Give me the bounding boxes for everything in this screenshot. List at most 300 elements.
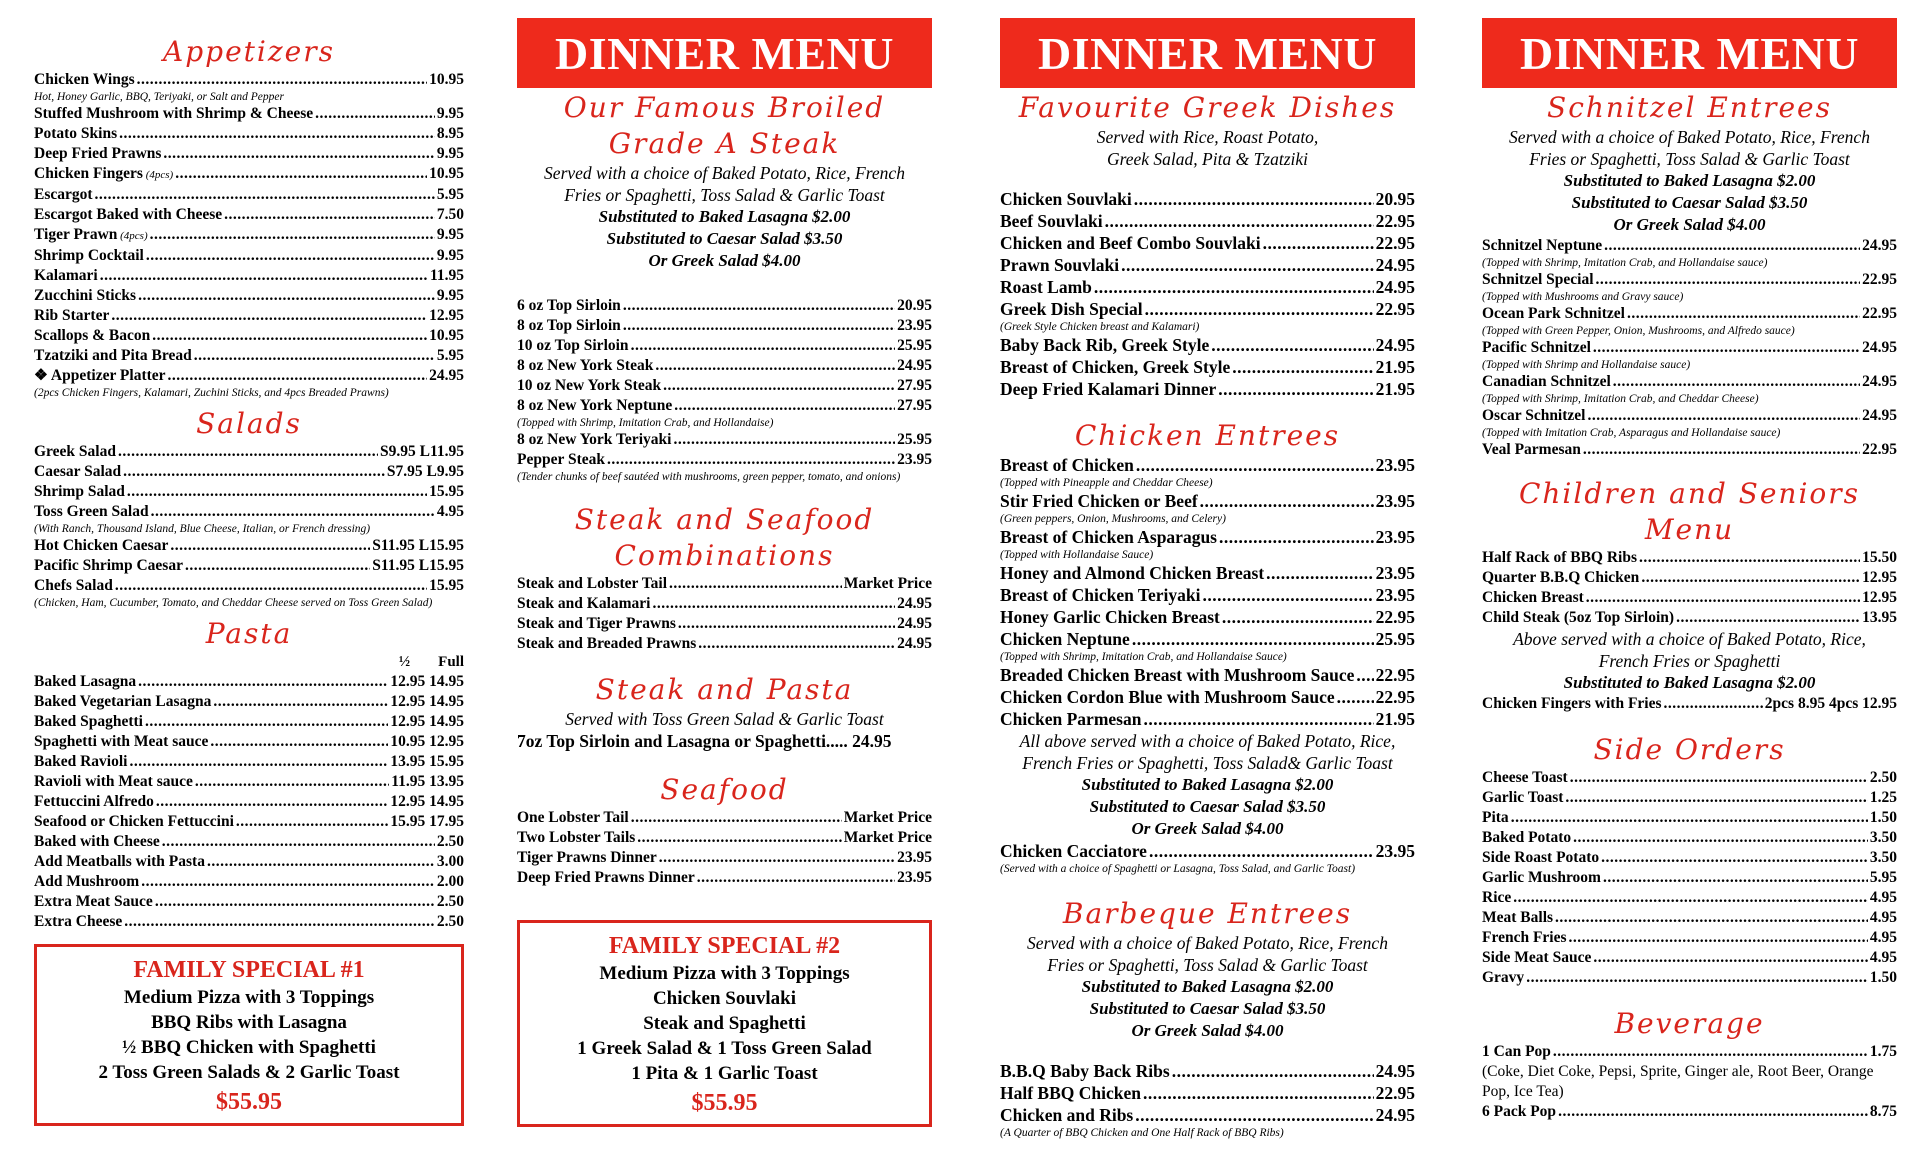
menu-item-name: B.B.Q Baby Back Ribs	[1000, 1061, 1170, 1081]
menu-item-qualifier: (4pcs)	[142, 169, 174, 181]
family-special-line: BBQ Ribs with Lasagna	[151, 1012, 347, 1033]
menu-item-note: (With Ranch, Thousand Island, Blue Cheese, Italian, or French dressing)	[34, 523, 371, 535]
family-special-line: Steak and Spaghetti	[643, 1013, 806, 1034]
menu-item	[34, 225, 464, 246]
menu-item-name: Two Lobster Tails	[517, 829, 636, 846]
substitution-note: Substituted to Baked Lasagna $2.00	[1081, 775, 1334, 794]
dot-leader	[1596, 270, 1861, 290]
section-title-pasta: Pasta	[205, 617, 293, 650]
menu-item	[34, 712, 464, 732]
dot-leader	[1222, 606, 1374, 628]
dot-leader	[1132, 628, 1374, 650]
menu-item-name: Breast of Chicken	[1000, 455, 1134, 475]
menu-item-name: Quarter B.B.Q Chicken	[1482, 569, 1640, 586]
menu-item-price: 21.95	[1375, 379, 1415, 399]
menu-item-price: 23.95	[1375, 491, 1415, 511]
menu-item	[517, 828, 932, 848]
menu-item	[1482, 968, 1897, 988]
steak-pasta-item: 7oz Top Sirloin and Lasagna or Spaghetti..... 24.95	[517, 731, 892, 751]
menu-item-price: 2.50	[436, 893, 464, 910]
menu-item	[34, 792, 464, 812]
menu-item-note: (Topped with Pineapple and Cheddar Cheese)	[1000, 477, 1213, 489]
menu-item	[34, 912, 464, 932]
menu-item	[1000, 298, 1415, 320]
dot-leader	[623, 296, 895, 316]
menu-item-price: 3.00	[436, 853, 464, 870]
dot-leader	[115, 576, 427, 596]
menu-item	[34, 812, 464, 832]
menu-item-price: 20.95	[1375, 189, 1415, 209]
menu-item-name: Deep Fried Prawns	[34, 145, 162, 162]
section-description: Fries or Spaghetti, Toss Salad & Garlic Toast	[564, 185, 885, 205]
dot-leader	[1172, 1060, 1374, 1082]
menu-item-price: 2.50	[1869, 769, 1897, 786]
menu-item	[1000, 628, 1415, 650]
menu-item-name: One Lobster Tail	[517, 809, 629, 826]
menu-item-name: Seafood or Chicken Fettuccini	[34, 813, 234, 830]
menu-item-price: 4.95	[1869, 889, 1897, 906]
menu-column-4	[1482, 0, 1897, 1122]
schnitzel-list	[1482, 236, 1897, 460]
menu-item-name: Chicken Fingers with Fries	[1482, 695, 1662, 712]
dot-leader	[119, 124, 435, 144]
substitution-note: Substituted to Caesar Salad $3.50	[606, 229, 843, 248]
salads-list	[34, 442, 464, 610]
substitution-note: Or Greek Salad $4.00	[1613, 215, 1766, 234]
menu-item-price: 22.95	[1375, 1083, 1415, 1103]
dot-leader	[1553, 1042, 1868, 1062]
dot-leader	[669, 574, 842, 594]
menu-item-price: 25.95	[897, 337, 932, 354]
can-pop-note: (Coke, Diet Coke, Pepsi, Sprite, Ginger ale, Root Beer, Orange Pop, Ice Tea)	[1482, 1063, 1874, 1100]
section-title-schnitzel: Schnitzel Entrees	[1547, 91, 1832, 124]
dot-leader	[127, 482, 427, 502]
dot-leader	[652, 594, 895, 614]
full-label: Full	[438, 654, 464, 670]
section-description: Fries or Spaghetti, Toss Salad & Garlic Toast	[1529, 149, 1850, 169]
dot-leader	[1200, 490, 1374, 512]
dot-leader	[663, 376, 895, 396]
menu-item-price: 22.95	[1862, 441, 1897, 458]
menu-item-name: Schnitzel Neptune	[1482, 237, 1603, 254]
section-title-children: Children and Seniors	[1518, 477, 1861, 510]
menu-item-price: 2.00	[436, 873, 464, 890]
family-special-title: FAMILY SPECIAL #1	[133, 957, 365, 983]
dot-leader	[1135, 1104, 1373, 1126]
dot-leader	[673, 430, 895, 450]
menu-item	[34, 482, 464, 502]
menu-item-price: 23.95	[897, 849, 932, 866]
menu-item-name: French Fries	[1482, 929, 1567, 946]
menu-item-name: Gravy	[1482, 969, 1525, 986]
menu-item	[1482, 948, 1897, 968]
menu-item-name: Add Meatballs with Pasta	[34, 853, 205, 870]
menu-item-price: 2.50	[436, 913, 464, 930]
menu-item-name: Zucchini Sticks	[34, 287, 137, 304]
menu-item	[1000, 188, 1415, 210]
menu-item-price: 24.95	[1862, 373, 1897, 390]
menu-item-name: 8 oz New York Neptune	[517, 397, 673, 414]
menu-item-price: 24.95	[1862, 339, 1897, 356]
menu-item-price: 9.95	[436, 226, 464, 243]
menu-item-name: Hot Chicken Caesar	[34, 537, 169, 554]
menu-item-name: Roast Lamb	[1000, 277, 1092, 297]
dinner-menu-banner: DINNER MENU	[1482, 18, 1897, 88]
menu-item-name: Baked Potato	[1482, 829, 1572, 846]
menu-item-name: Side Meat Sauce	[1482, 949, 1592, 966]
dot-leader	[129, 752, 388, 772]
substitution-note: Substituted to Caesar Salad $3.50	[1571, 193, 1808, 212]
menu-item-qualifier: (4pcs)	[117, 230, 148, 242]
menu-item-name: Tiger Prawns Dinner	[517, 849, 657, 866]
menu-item-price: 24.95	[897, 635, 932, 652]
menu-item	[34, 852, 464, 872]
dot-leader	[1219, 526, 1374, 548]
dot-leader	[1263, 232, 1374, 254]
dinner-menu-banner: DINNER MENU	[517, 18, 932, 88]
menu-item-name: 10 oz Top Sirloin	[517, 337, 629, 354]
dot-leader	[185, 556, 370, 576]
menu-item-name: Baked Ravioli	[34, 753, 128, 770]
menu-item-name: Extra Cheese	[34, 913, 123, 930]
dot-leader	[175, 164, 427, 184]
menu-item-name: Garlic Toast	[1482, 789, 1564, 806]
menu-item	[517, 594, 932, 614]
menu-item-price: 24.95	[1375, 1061, 1415, 1081]
menu-item-name: Beef Souvlaki	[1000, 211, 1103, 231]
family-special-line: 2 Toss Green Salads & 2 Garlic Toast	[98, 1062, 400, 1083]
menu-item	[34, 672, 464, 692]
dot-leader	[1511, 808, 1868, 828]
family-special-line: Chicken Souvlaki	[652, 988, 797, 1009]
menu-item	[1000, 454, 1415, 476]
menu-item-name: Half Rack of BBQ Ribs	[1482, 549, 1638, 566]
menu-item	[517, 336, 932, 356]
menu-item-price: 22.95	[1375, 299, 1415, 319]
menu-item-name: Pepper Steak	[517, 451, 605, 468]
family-special-1-box	[34, 944, 464, 1126]
menu-item-price: 15.50	[1862, 549, 1897, 566]
menu-item-price: Market Price	[843, 809, 932, 826]
menu-item-name: Canadian Schnitzel	[1482, 373, 1611, 390]
greek-list	[1000, 188, 1415, 400]
menu-item-name: 8 oz New York Steak	[517, 357, 654, 374]
menu-item-name: Steak and Kalamari	[517, 595, 651, 612]
menu-item-name: Extra Meat Sauce	[34, 893, 153, 910]
menu-item	[1000, 276, 1415, 298]
menu-item-name: Breast of Chicken Teriyaki	[1000, 585, 1201, 605]
menu-item-price: 24.95	[429, 367, 464, 384]
menu-item-price: 24.95	[1375, 255, 1415, 275]
menu-item-name: Escargot	[34, 186, 93, 203]
menu-item-price: 5.95	[1869, 869, 1897, 886]
menu-item	[1482, 304, 1897, 324]
section-title-chicken: Chicken Entrees	[1074, 419, 1341, 452]
menu-item-name: Rib Starter	[34, 307, 110, 324]
dot-leader	[1583, 440, 1860, 460]
menu-item	[517, 450, 932, 470]
menu-item-name: Greek Dish Special	[1000, 299, 1143, 319]
dot-leader	[1593, 338, 1860, 358]
menu-item	[34, 104, 464, 124]
menu-item-price: 24.95	[1375, 335, 1415, 355]
dot-leader	[1266, 562, 1373, 584]
menu-item	[1482, 768, 1897, 788]
menu-item	[34, 462, 464, 482]
section-title-combinations: Steak and Seafood	[574, 503, 875, 536]
menu-item-price: S11.95 L15.95	[372, 537, 464, 554]
menu-item-name: Steak and Breaded Prawns	[517, 635, 697, 652]
menu-item-price: 24.95	[897, 615, 932, 632]
menu-item-name: 6 Pack Pop	[1482, 1103, 1557, 1120]
menu-item	[1000, 606, 1415, 628]
menu-item	[517, 356, 932, 376]
dot-leader	[607, 450, 895, 470]
menu-item-price: 23.95	[897, 869, 932, 886]
menu-item	[1000, 356, 1415, 378]
menu-item-note: (Green peppers, Onion, Mushrooms, and Celery)	[1000, 513, 1226, 525]
menu-item-price: 23.95	[1375, 455, 1415, 475]
menu-item-price: 9.95	[436, 247, 464, 264]
menu-item	[34, 732, 464, 752]
menu-item-name: Chicken Cordon Blue with Mushroom Sauce	[1000, 687, 1335, 707]
menu-item-price: 24.95	[897, 595, 932, 612]
dot-leader	[1565, 788, 1867, 808]
dot-leader	[1094, 276, 1374, 298]
menu-item	[1482, 928, 1897, 948]
substitution-note: Substituted to Baked Lasagna $2.00	[1563, 673, 1816, 692]
menu-item	[1000, 526, 1415, 548]
menu-item-price: 13.95 15.95	[390, 753, 464, 770]
menu-item-price: 12.95 14.95	[390, 793, 464, 810]
section-title-seafood: Seafood	[660, 773, 789, 806]
menu-item	[1000, 584, 1415, 606]
menu-item	[1482, 1042, 1897, 1062]
menu-item-price: 10.95	[429, 327, 464, 344]
menu-item	[34, 70, 464, 90]
pasta-size-header	[34, 652, 464, 672]
menu-item-price: 20.95	[897, 297, 932, 314]
menu-item-name: 10 oz New York Steak	[517, 377, 662, 394]
menu-item	[1482, 372, 1897, 392]
menu-item	[517, 848, 932, 868]
menu-item-name: 8 oz Top Sirloin	[517, 317, 621, 334]
menu-item-name: Garlic Mushroom	[1482, 869, 1601, 886]
menu-item-name: Honey and Almond Chicken Breast	[1000, 563, 1265, 583]
family-special-line: Medium Pizza with 3 Toppings	[123, 987, 375, 1008]
menu-item-price: 12.95	[429, 307, 464, 324]
dot-leader	[1573, 828, 1868, 848]
menu-item	[1000, 490, 1415, 512]
menu-item-price: Market Price	[843, 575, 932, 592]
dot-leader	[1337, 686, 1374, 708]
menu-item	[1482, 1102, 1897, 1122]
dot-leader	[162, 832, 435, 852]
menu-item-price: 3.50	[1869, 849, 1897, 866]
menu-item-name: Chicken Parmesan	[1000, 709, 1142, 729]
menu-item	[517, 574, 932, 594]
menu-item-note: (Tender chunks of beef sautéed with mushrooms, green pepper, tomato, and onions)	[517, 471, 901, 483]
menu-item	[1000, 708, 1415, 730]
dot-leader	[95, 185, 435, 205]
menu-item-price: 23.95	[1375, 585, 1415, 605]
menu-item-price: 7.50	[436, 206, 464, 223]
menu-item-price: 23.95	[1375, 841, 1415, 861]
dot-leader	[1570, 768, 1868, 788]
half-label: ½	[398, 654, 411, 670]
section-title-greek: Favourite Greek Dishes	[1018, 91, 1397, 124]
menu-item-price: 27.95	[897, 377, 932, 394]
menu-item-name: Oscar Schnitzel	[1482, 407, 1586, 424]
combinations-list	[517, 574, 932, 654]
menu-item-name: Steak and Lobster Tail	[517, 575, 668, 592]
menu-item-price: 11.95 13.95	[391, 773, 464, 790]
menu-item-name: Add Mushroom	[34, 873, 140, 890]
bbq-list	[1000, 1060, 1415, 1140]
menu-item	[1482, 236, 1897, 256]
menu-column-3	[1000, 0, 1415, 1140]
menu-item-name: Breaded Chicken Breast with Mushroom Sauce	[1000, 665, 1355, 685]
menu-item-price: 4.95	[1869, 909, 1897, 926]
dot-leader	[156, 792, 389, 812]
section-description: Fries or Spaghetti, Toss Salad & Garlic Toast	[1047, 955, 1368, 975]
menu-item	[1000, 254, 1415, 276]
menu-item-price: S11.95 L15.95	[372, 557, 464, 574]
dot-leader	[146, 246, 435, 266]
dot-leader	[213, 692, 388, 712]
menu-item-name: Chicken Breast	[1482, 589, 1584, 606]
section-description: Served with Toss Green Salad & Garlic Toast	[565, 709, 884, 729]
dot-leader	[1603, 868, 1868, 888]
dot-leader	[631, 336, 896, 356]
menu-item	[34, 144, 464, 164]
menu-column-1	[34, 0, 464, 1126]
dot-leader	[138, 286, 435, 306]
dot-leader	[1664, 694, 1763, 714]
menu-item-note: (Topped with Shrimp, Imitation Crab, and Cheddar Cheese)	[1482, 393, 1759, 405]
dot-leader	[1134, 188, 1374, 210]
menu-item-name: Veal Parmesan	[1482, 441, 1581, 458]
menu-item-name: Chicken Cacciatore	[1000, 841, 1147, 861]
menu-item-price: 24.95	[1375, 277, 1415, 297]
menu-item-name: Pacific Schnitzel	[1482, 339, 1591, 356]
dot-leader	[118, 442, 378, 462]
dot-leader	[1627, 304, 1860, 324]
dot-leader	[150, 225, 435, 245]
menu-item-note: (Topped with Mushrooms and Gravy sauce)	[1482, 291, 1684, 303]
menu-item	[34, 892, 464, 912]
sides-list	[1482, 768, 1897, 988]
section-description: Served with a choice of Baked Potato, Rice, French	[1027, 933, 1388, 953]
section-title-beverage: Beverage	[1614, 1007, 1765, 1040]
menu-item-name: Escargot Baked with Cheese	[34, 206, 223, 223]
menu-item-price: 25.95	[897, 431, 932, 448]
menu-item-name: Stir Fried Chicken or Beef	[1000, 491, 1198, 511]
dot-leader	[1593, 948, 1868, 968]
menu-item	[517, 296, 932, 316]
family-special-line: 1 Pita & 1 Garlic Toast	[631, 1063, 818, 1084]
dot-leader	[1121, 254, 1374, 276]
dot-leader	[1105, 210, 1374, 232]
menu-item-price: 25.95	[1375, 629, 1415, 649]
menu-item	[1000, 1082, 1415, 1104]
steak-list	[517, 296, 932, 484]
dot-leader	[138, 672, 388, 692]
menu-item	[34, 502, 464, 522]
menu-item-price: 21.95	[1375, 357, 1415, 377]
menu-item-name: Toss Green Salad	[34, 503, 149, 520]
section-description: Above served with a choice of Baked Potato, Rice,	[1513, 629, 1866, 649]
menu-item	[517, 614, 932, 634]
menu-item-price: 22.95	[1862, 271, 1897, 288]
menu-item-price: 10.95	[429, 71, 464, 88]
substitution-note: Substituted to Caesar Salad $3.50	[1089, 797, 1326, 816]
menu-item-name: 1 Can Pop	[1482, 1043, 1551, 1060]
dot-leader	[631, 808, 842, 828]
menu-item-price: 15.95	[429, 483, 464, 500]
menu-item-note: (Topped with Shrimp, Imitation Crab, and Hollandaise sauce)	[1482, 257, 1768, 269]
menu-item	[34, 576, 464, 596]
dinner-menu-banner: DINNER MENU	[1000, 18, 1415, 88]
substitution-note: Substituted to Baked Lasagna $2.00	[598, 207, 851, 226]
menu-item-name: Fettuccini Alfredo	[34, 793, 154, 810]
section-title-appetizers: Appetizers	[163, 35, 335, 68]
dot-leader	[163, 144, 434, 164]
menu-item-name: Breast of Chicken, Greek Style	[1000, 357, 1231, 377]
menu-item-price: 5.95	[436, 347, 464, 364]
menu-item-name: Baked Lasagna	[34, 673, 137, 690]
menu-item-note: (Topped with Imitation Crab, Asparagus and Hollandaise sauce)	[1482, 427, 1781, 439]
menu-item-note: (Topped with Shrimp, Imitation Crab, and Hollandaise Sauce)	[1000, 651, 1287, 663]
cacciatore-item	[1000, 840, 1415, 876]
dot-leader	[1526, 968, 1868, 988]
menu-item	[1000, 840, 1415, 862]
menu-item	[517, 396, 932, 416]
menu-item	[1000, 1104, 1415, 1126]
menu-item	[1482, 406, 1897, 426]
menu-item-price: 23.95	[1375, 527, 1415, 547]
menu-item-note: Hot, Honey Garlic, BBQ, Teriyaki, or Salt and Pepper	[34, 91, 284, 103]
menu-item	[517, 808, 932, 828]
menu-item-price: 22.95	[1375, 233, 1415, 253]
menu-item	[1482, 270, 1897, 290]
menu-item-name: ❖ Appetizer Platter	[34, 367, 166, 384]
menu-item-price: 23.95	[897, 451, 932, 468]
family-special-line: 1 Greek Salad & 1 Toss Green Salad	[577, 1038, 872, 1059]
menu-item-name: Tiger Prawn	[34, 226, 118, 243]
menu-item-price: 24.95	[1862, 237, 1897, 254]
family-special-line: ½ BBQ Chicken with Spaghetti	[122, 1037, 376, 1058]
menu-item	[1482, 828, 1897, 848]
menu-item-name: 8 oz New York Teriyaki	[517, 431, 672, 448]
menu-item	[34, 306, 464, 326]
dot-leader	[674, 396, 895, 416]
chicken-list	[1000, 454, 1415, 730]
menu-item-name: Ocean Park Schnitzel	[1482, 305, 1625, 322]
menu-item	[34, 164, 464, 185]
menu-item-price: 23.95	[1375, 563, 1415, 583]
menu-item-price: 24.95	[1862, 407, 1897, 424]
menu-item-name: Side Roast Potato	[1482, 849, 1600, 866]
menu-item	[34, 772, 464, 792]
dot-leader	[637, 828, 841, 848]
menu-item-note: (Topped with Shrimp and Hollandaise sauce)	[1482, 359, 1691, 371]
substitution-note: Substituted to Baked Lasagna $2.00	[1563, 171, 1816, 190]
dot-leader	[137, 70, 427, 90]
dot-leader	[1202, 584, 1373, 606]
menu-column-2	[517, 0, 932, 1127]
menu-item-price: 15.95 17.95	[390, 813, 464, 830]
